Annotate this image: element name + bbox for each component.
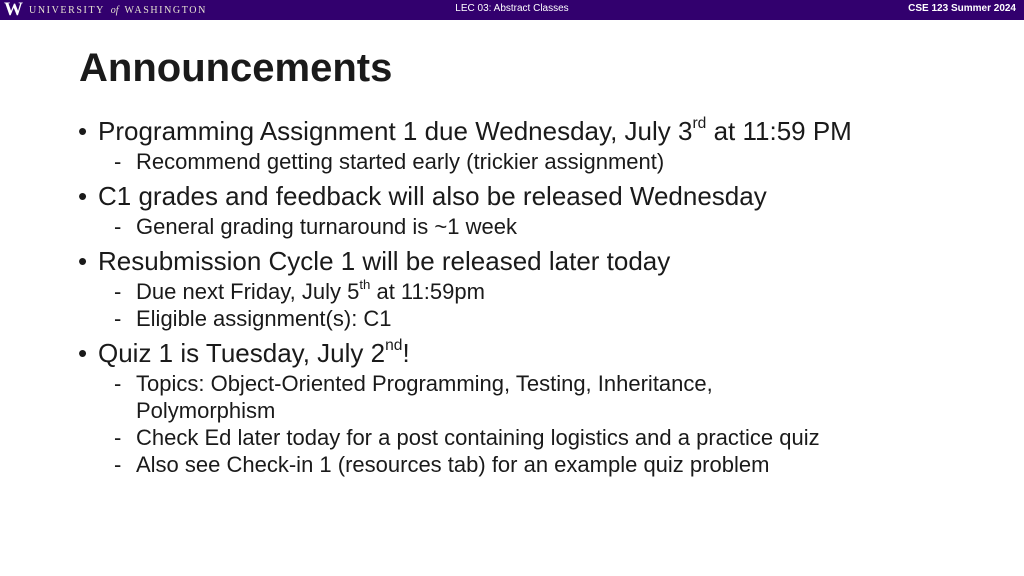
bullet-marker: • — [78, 246, 88, 276]
sub-bullet-text: Also see Check-in 1 (resources tab) for an example quiz problem — [136, 452, 770, 477]
sub-bullet-text-line2: Polymorphism — [136, 398, 276, 423]
sub-bullet-marker: - — [114, 279, 122, 304]
header-bar — [0, 0, 1024, 20]
sub-bullet-marker: - — [114, 452, 122, 477]
bullet-text: C1 grades and feedback will also be released Wednesday — [98, 181, 767, 211]
sub-bullet-item — [114, 424, 998, 451]
bullet-item — [78, 114, 998, 148]
sub-bullet-text: Eligible assignment(s): C1 — [136, 306, 392, 331]
sub-bullet-text — [136, 278, 485, 305]
bullet-marker: • — [78, 181, 88, 211]
sub-bullet-item — [114, 213, 998, 240]
bullet-item — [78, 336, 998, 370]
sub-bullet-item — [114, 305, 998, 332]
sub-bullet-text: Recommend getting started early (trickier assignment) — [136, 149, 665, 174]
bullet-text — [98, 336, 410, 370]
sub-bullet-text-main: Due next Friday, July 5 — [136, 279, 360, 304]
sub-bullet-item — [114, 148, 998, 175]
course-label: CSE 123 Summer 2024 — [908, 3, 1016, 14]
superscript: nd — [385, 337, 403, 355]
bullet-text: Resubmission Cycle 1 will be released later today — [98, 246, 671, 276]
sub-bullet-marker: - — [114, 214, 122, 239]
sub-bullet-text — [136, 370, 713, 424]
bullet-item — [78, 179, 998, 213]
bullet-text-tail: ! — [402, 338, 410, 368]
sub-bullet-text: General grading turnaround is ~1 week — [136, 214, 517, 239]
superscript: th — [359, 276, 371, 292]
sub-bullet-item — [114, 451, 998, 478]
sub-bullet-text-tail: at 11:59pm — [370, 279, 485, 304]
bullet-text-main: Quiz 1 is Tuesday, July 2 — [98, 338, 386, 368]
bullet-text-main: Programming Assignment 1 due Wednesday, July 3 — [98, 116, 693, 146]
bullet-marker: • — [78, 116, 88, 146]
bullet-text-tail: at 11:59 PM — [706, 116, 852, 146]
lecture-title: LEC 03: Abstract Classes — [455, 3, 569, 14]
bullet-list — [78, 114, 998, 478]
bullet-text — [98, 114, 852, 148]
university-wordmark-left: UNIVERSITY — [29, 4, 105, 16]
university-wordmark-of: of — [110, 4, 119, 16]
superscript: rd — [692, 115, 707, 133]
sub-bullet-marker: - — [114, 306, 122, 331]
sub-bullet-text-line1: Topics: Object-Oriented Programming, Testing, Inheritance, — [136, 371, 713, 396]
bullet-item — [78, 244, 998, 278]
uw-w-mark: W — [4, 0, 23, 20]
sub-bullet-marker: - — [114, 149, 122, 174]
sub-bullet-item — [114, 370, 998, 424]
sub-bullet-item — [114, 278, 998, 305]
sub-bullet-text: Check Ed later today for a post containing logistics and a practice quiz — [136, 425, 820, 450]
slide-title: Announcements — [79, 46, 393, 90]
sub-bullet-marker: - — [114, 371, 122, 396]
sub-bullet-marker: - — [114, 425, 122, 450]
bullet-marker: • — [78, 338, 88, 368]
university-wordmark-right: WASHINGTON — [124, 4, 207, 16]
